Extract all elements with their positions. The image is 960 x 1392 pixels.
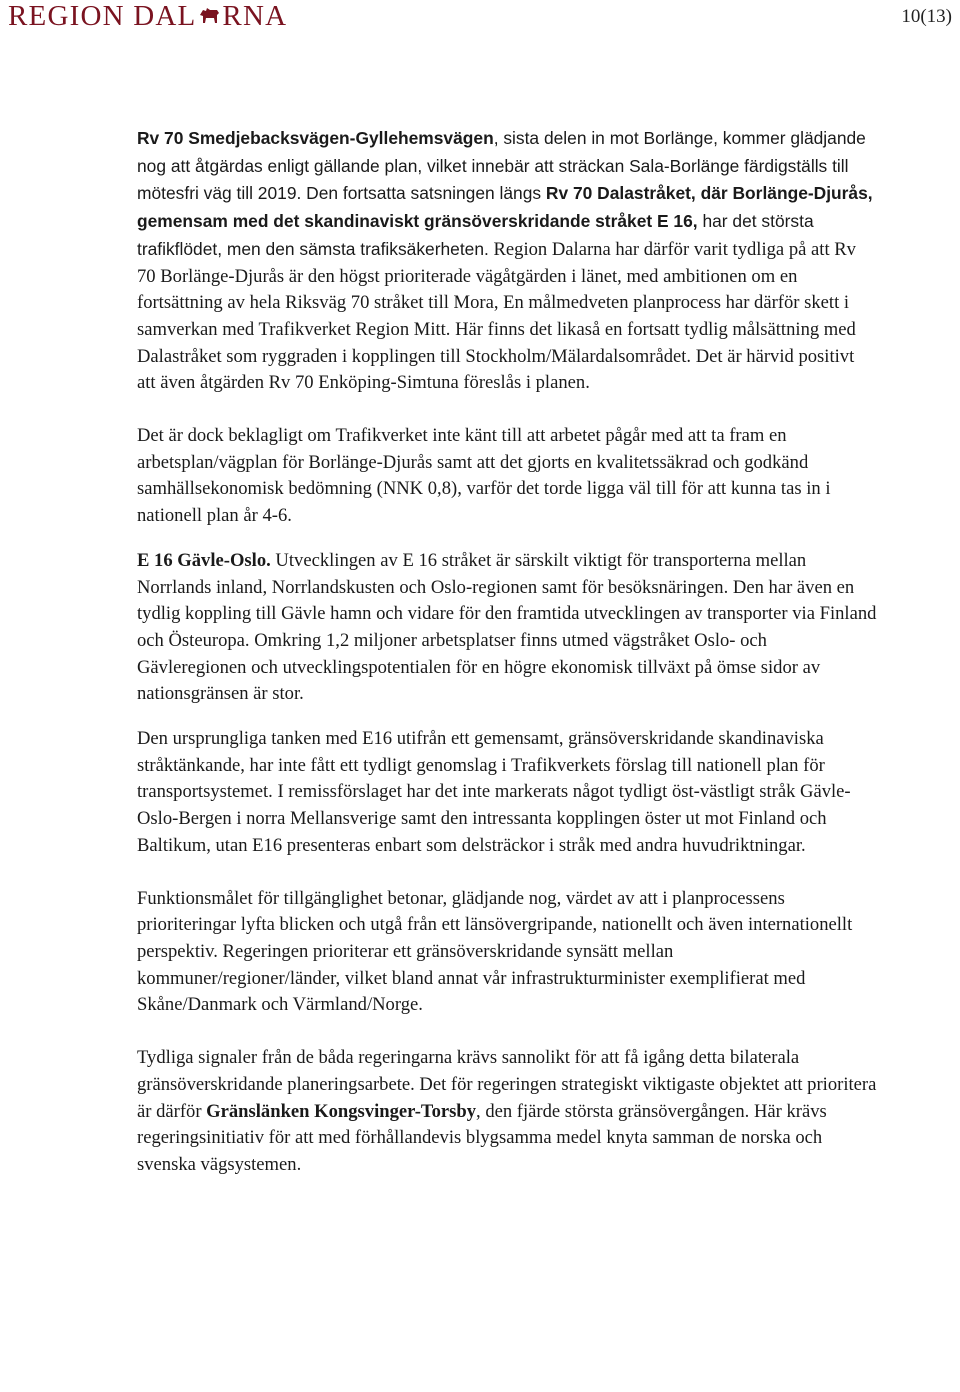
document-body [137,125,877,1179]
granslanken-text-end: , den fjärde största gränsövergången. Här krävs regeringsinitiativ för att med förhållandevis blygsamma medel knyta samman de norska och svenska vägsystemen. [137,1100,827,1175]
arbetsplan-text: Det är dock beklagligt om Trafikverket inte känt till att arbetet pågår med att ta fram en arbetsplan/vägplan för Borlänge-Djurås samt att det gjorts en kvalitetssäkrad och godkänd samhällsekonomisk bedömning (NNK 0,8), varför det torde ligga väl till för att kunna tas in i nationell plan år 4-6. [137,425,831,527]
funktionsmal-text: Funktionsmålet för tillgänglighet betonar, glädjande nog, värdet av att i planprocessens prioriteringar lyfta blicken och utgå från ett länsövergripande, nationellt och även internationellt perspektiv. Regeringen prioriterar ett gränsöverskridande synsätt mellan kommuner/regioner/länder, vilket bland annat vår infrastrukturminister exemplifierat med Skåne/Danmark och Värmland/Norge. [137,887,853,1016]
e16-text: Utvecklingen av E 16 stråket är särskilt viktigt för transporterna mellan Norrlands inland, Norrlandskusten och Oslo-regionen samt för besöksnäringen. Den har även en tydlig koppling till Gävle hamn och vidare för den framtida utvecklingen av transporter via Finland och Östeuropa. Omkring 1,2 miljoner arbetsplatser finns utmed vägstråket Oslo- och Gävleregionen och utvecklingspotentialen för en högre ekonomisk tillväxt på ömse sidor av nationsgränsen är stor. [137,549,877,705]
rv70-heading: Rv 70 Smedjebacksvägen-Gyllehemsvägen [137,128,494,148]
paragraph-e16 [137,548,877,708]
page-header [0,0,960,40]
logo-text-start: REGION DAL [8,0,197,32]
e16-plan-text: Den ursprungliga tanken med E16 utifrån ett gemensamt, gränsöverskridande skandinaviska stråktänkande, har inte fått ett tydligt genomslag i Trafikverkets förslag till nationell plan för transportsystemet. I remissförslaget har det inte markerats något tydligt öst-västligt stråk Gävle-Oslo-Bergen i norra Mellansverige samt den intressanta kopplingen öster ut mot Finland och Baltikum, utan E16 presenteras enbart som delsträckor i stråk med andra huvudriktningar. [137,728,851,856]
paragraph-arbetsplan [137,423,877,530]
page-number: 10(13) [901,6,952,27]
rv70-intro-text: , sista delen in mot Borlänge, kommer glädjande nog att åtgärdas enligt gällande plan, vilket innebär att sträckan Sala-Borlänge färdigställs till mötesfri väg till 2019. [137,128,866,204]
granslanken-heading: Gränslänken Kongsvinger-Torsby [206,1100,477,1122]
e16-heading: E 16 Gävle-Oslo. [137,549,271,571]
dala-horse-icon [197,3,221,35]
paragraph-funktionsmal [137,886,877,1020]
region-dalarna-priority-text: Region Dalarna har därför varit tydliga på att Rv 70 Borlänge-Djurås är den högst prioriterade vägåtgärden i länet, med ambitionen om en fortsättning av hela Riksväg 70 stråket till Mora, En målmedveten planprocess har därför skett i samverkan med Trafikverket Region Mitt. Här finns det likaså en fortsatt tydlig målsättning med Dalastråket som ryggraden i kopplingen till Stockholm/Mälardalsområdet. Det är härvid positivt att även åtgärden Rv 70 Enköping-Simtuna föreslås i planen. [137,238,856,394]
granslanken-text-start: Tydliga signaler från de båda regeringarna krävs sannolikt för att få igång detta bilaterala gränsöverskridande planeringsarbete. Det för regeringen strategiskt viktigaste objektet att prioritera är därför [137,1047,877,1122]
dalastraket-heading: Rv 70 Dalastråket, där Borlänge-Djurås, gemensam med det skandinaviskt gränsöverskridande stråket E 16, [137,183,873,232]
paragraph-e16-plan [137,726,877,860]
traffic-flow-text: har det största trafikflödet, men den sämsta trafiksäkerheten. [137,211,814,259]
paragraph-granslanken [137,1045,877,1179]
logo-text-end: RNA [222,0,288,32]
region-dalarna-logo [8,0,287,35]
rv70-continuation-text: Den fortsatta satsningen längs [301,183,546,204]
paragraph-rv70 [137,125,877,397]
